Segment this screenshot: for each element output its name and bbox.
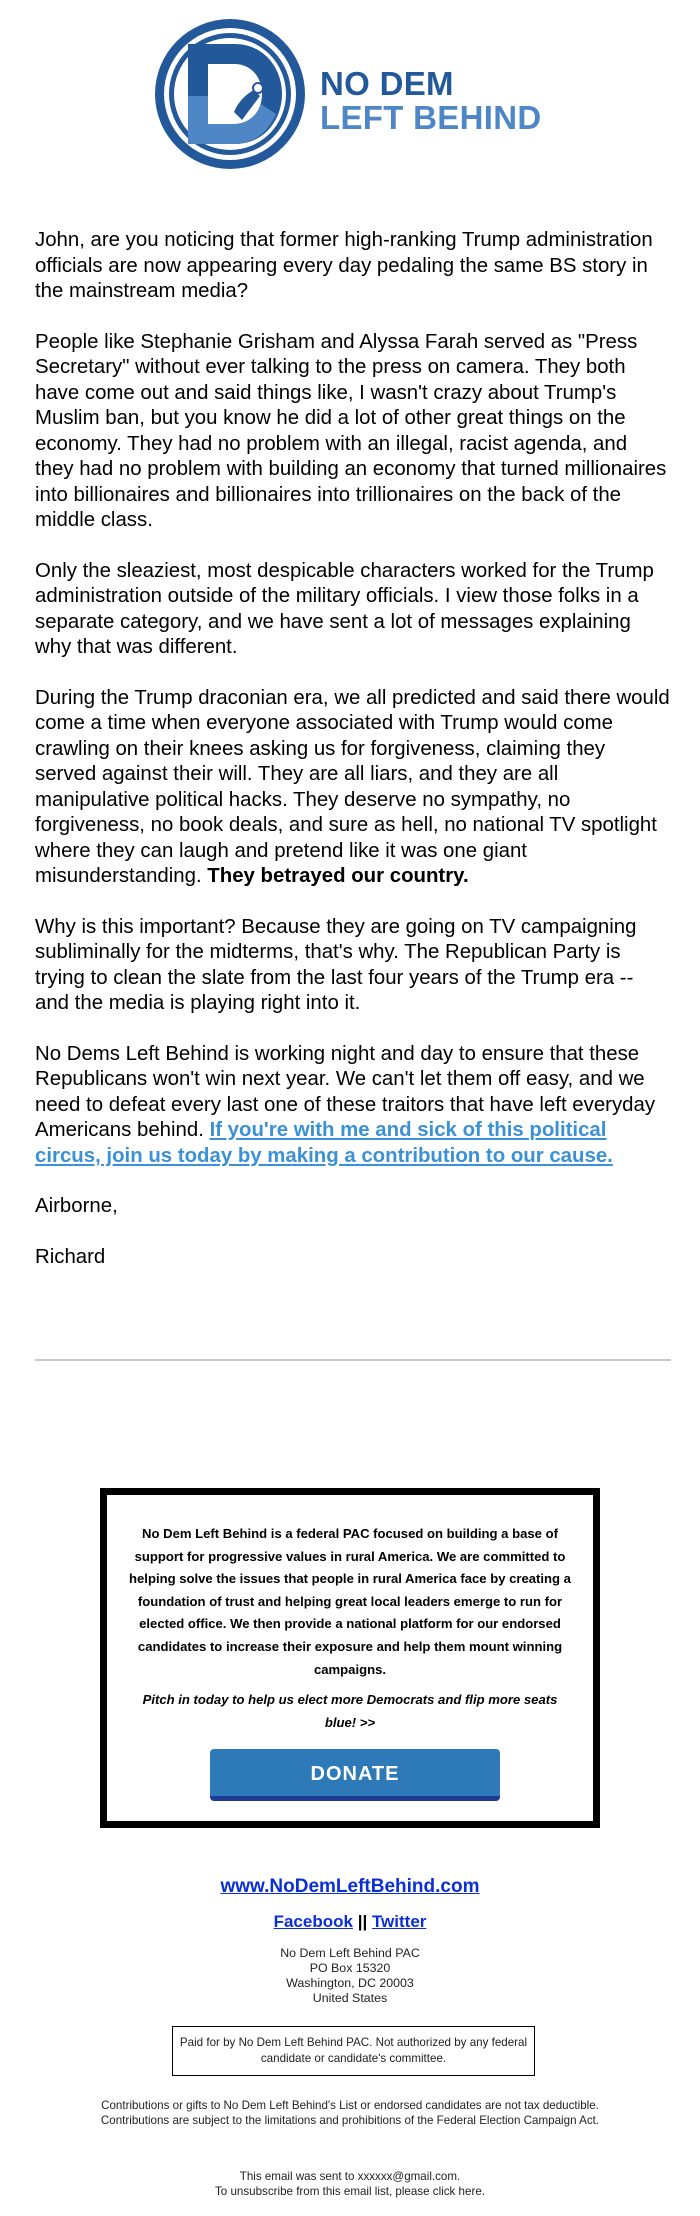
contribution-link[interactable]: If you're with me and sick of this political circus, join us today by making a contribution to our cause.: [35, 1119, 613, 1167]
letter-paragraph-text: During the Trump draconian era, we all predicted and said there would come a time when everyone associated with Trump would come crawling on their knees asking us for forgiveness, claiming they served against their will. They are all liars, and they are all manipulative political hacks. They deserve no sympathy, no forgiveness, no book deals, and sure as hell, no national TV spotlight where they can laugh and pretend like it was one giant misunderstanding.: [35, 686, 670, 887]
logo-emblem-icon: [150, 14, 310, 174]
letter-signature: Richard: [35, 1245, 106, 1268]
logo-wordmark-line2: LEFT BEHIND: [320, 99, 542, 136]
address-country: United States: [312, 1991, 388, 2005]
legal-line-fec: Contributions are subject to the limitations and prohibitions of the Federal Election Campaign Act.: [100, 2113, 600, 2127]
website-link[interactable]: www.NoDemLeftBehind.com: [220, 1876, 480, 1897]
letter-paragraph-text: No Dems Left Behind is working night and day to ensure that these Republicans won't win next year. We can't let them off easy, and we need to defeat every last one of these traitors that have left everyday Americans behind.: [35, 1042, 656, 1141]
pac-description: No Dem Left Behind is a federal PAC focused on building a base of support for progressive values in rural America. We are committed to helping solve the issues that people in rural America face by creating a foundation of trust and helping great local leaders emerge to run for elected office. We then provide a national platform for our endorsed candidates to increase their exposure and help them mount winning campaigns.: [129, 1526, 571, 1677]
pitch-text[interactable]: Pitch in today to help us elect more Democrats and flip more seats blue! >>: [142, 1692, 558, 1730]
letter-body: [35, 228, 671, 1295]
address-city: Washington, DC 20003: [286, 1976, 414, 1990]
donate-button[interactable]: DONATE: [210, 1749, 500, 1801]
letter-paragraph: John, are you noticing that former high-ranking Trump administration officials are now appearing every day pedaling the same BS story in the mainstream media?: [35, 229, 653, 302]
paid-for-disclaimer: Paid for by No Dem Left Behind PAC. Not authorized by any federal candidate or candidate's committee.: [172, 2026, 535, 2076]
logo-wordmark-line1: NO DEM: [320, 65, 454, 102]
social-links: [0, 1912, 700, 1932]
legal-line-tax: Contributions or gifts to No Dem Left Behind's List or endorsed candidates are not tax deductible.: [101, 2099, 599, 2112]
letter-emphasis: They betrayed our country.: [207, 865, 469, 887]
facebook-link[interactable]: Facebook: [273, 1912, 353, 1931]
legal-notice: [0, 2099, 700, 2128]
letter-paragraph: People like Stephanie Grisham and Alyssa Farah served as "Press Secretary" without ever talking to the press on camera. They both have come out and said things like, I wasn't crazy about Trump's Muslim ban, but you know he did a lot of other great things on the economy. They had no problem with an illegal, racist agenda, and they had no problem with building an economy that turned millionaires into billionaires and billionaires into trillionaires on the back of the middle class.: [35, 330, 667, 531]
address-po-box: PO Box 15320: [309, 1961, 391, 1975]
letter-paragraph-text: Why is this important? Because they are going on TV campaigning subliminally for the midterms, that's why. The Republican Party is trying to clean the slate from the last four years of the Trump era -- and the media is playing right into it.: [35, 915, 637, 1014]
letter-paragraph: [35, 1042, 671, 1170]
mailing-address: [0, 1946, 700, 2006]
letter-paragraph: [35, 686, 671, 890]
brand-logo[interactable]: [150, 14, 550, 174]
twitter-link[interactable]: Twitter: [371, 1912, 427, 1931]
sent-to-text: This email was sent to xxxxxx@gmail.com.: [239, 2170, 461, 2183]
address-name: No Dem Left Behind PAC: [280, 1946, 420, 1960]
letter-paragraph: Only the sleaziest, most despicable characters worked for the Trump administration outside of the military officials. I view those folks in a separate category, and we have sent a lot of messages explaining why that was different.: [35, 559, 654, 658]
social-separator: ||: [357, 1912, 368, 1931]
unsubscribe-link[interactable]: To unsubscribe from this email list, please click here.: [215, 2184, 485, 2198]
letter-signoff: Airborne,: [35, 1195, 118, 1217]
donate-box: [100, 1488, 600, 1828]
section-divider: [35, 1359, 671, 1361]
email-footer: [0, 2170, 700, 2199]
letter-paragraph: [35, 915, 671, 1017]
